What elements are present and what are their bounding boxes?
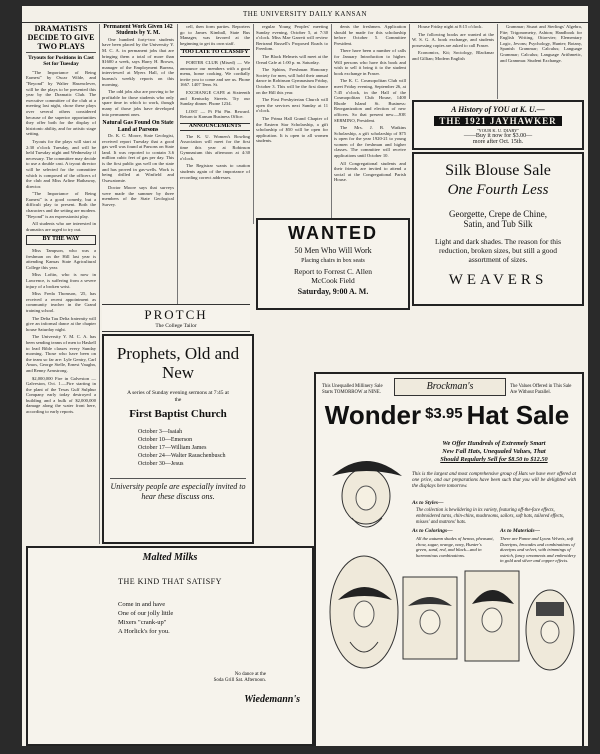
materials-title: As to Materials—	[500, 528, 541, 534]
wanted-ad	[256, 218, 410, 310]
article-paragraph: The Prima Hall Grand Chapter of the Eastern Star Scholarship, a gift scholarship of $50 will be open for application. It is open to all women students.	[256, 115, 328, 144]
wanted-line3: Report to Forrest C. Allen	[293, 267, 373, 276]
jayhawker-title: THE 1921 JAYHAWKER	[434, 116, 562, 126]
article-paragraph: The Sphinx, Freshman Honorary Society for men, will hold their annual dance in Robinson Gymnasium Friday, October 3. This will be the first dance on the Hill this year.	[256, 67, 328, 95]
hat-sale-desc: This is the largest and most comprehensive group of Hats we have ever offered at one price, and our preparations have been such that you will be delighted with the displays here tomorrow.	[412, 472, 576, 489]
column-5	[334, 24, 406, 222]
hat-sale-ad	[314, 372, 584, 746]
styles-body: The collection is bewildering in its variety, featuring off-the-face effects, embroidered turns, chin-chins, mushrooms, sailors, soft hats, tailored effects, misses' and matrons' hats.	[416, 508, 564, 525]
protch-tag: The College Tailor	[155, 323, 197, 329]
silk-subtitle: One Fourth Less	[447, 182, 549, 198]
sermon-item: October 24—Walter Rauschenbusch	[138, 453, 226, 459]
article-paragraph: The Mrs. J. B. Watkins Scholarship, a gift scholarship of $75 is open for the year 1920-21 to young women of the freshman and higher classes. The committee will receive applications until October 10.	[334, 125, 406, 159]
article-paragraph: Doctor Moore says that surveys were made the summer by three members of the State Geological Survey.	[102, 185, 174, 208]
brockmans-logo: Brockman's	[394, 378, 506, 396]
offer-line: New Fall Hats, Unequaled Values, That	[442, 448, 546, 455]
article-paragraph: Miss Tampson, who was a freshman on the Hill last year is attending Kansas State Agricultural College this year.	[26, 248, 96, 270]
malted-note2: Soda Grill Sat. Afternoon.	[213, 678, 266, 683]
hat-left-note: This Unequalled Millinery Sale Starts TOMORROW at NINE.	[322, 384, 383, 395]
wanted-line4: McCook Field	[311, 276, 355, 285]
article-paragraph: "The Importance of Being Earnest" by Oscar Wilde, and "Beyond" by Walter Hasenclever, will be the plays to be presented this year by the Dramatic Club. The executive committee of the club at a meeting last night, chose these plays over several others considered because of the superior opportunities they offer both for the display of histrionic ability, and for artistic stage setting.	[26, 69, 96, 137]
church-note: University people are especially invited to hear these discuss ons.	[110, 478, 246, 502]
hat-illustration-4	[464, 570, 520, 662]
article-paragraph: All Congregational students and their friends are invited to attend a social at the Congregational Parish House.	[334, 160, 406, 183]
column-rule	[99, 24, 100, 544]
jayhawker-ad	[412, 100, 584, 150]
silk-title: Silk Blouse Sale	[445, 162, 551, 179]
article-paragraph: One hundred forty-two students have been placed by the University Y. M. C. A. in permanent jobs that are bringing them a total of more than $1600 a week, says Harry H. Brown, manager of the Employment Bureau, interviewed at Myers Hall, of the bureau's weekly reports on this morning.	[102, 36, 174, 87]
sermon-item: October 10—Emerson	[138, 437, 193, 443]
materials-body: There are Panne and Lyons Velvets, soft Duvetyns, brocades and combinations of duvetyns and velvet, with trimmings of ostrich, fancy ornaments and embroidery in gold and silver and copper effects.	[500, 536, 576, 564]
jayhawker-line5: more after Oct. 15th.	[472, 139, 524, 145]
article-paragraph: All students who are interested in dramatics are urged to try out.	[26, 221, 96, 232]
verse-line: Mixers "crank-up"	[118, 619, 167, 626]
column-1	[26, 24, 96, 544]
article-paragraph: Miss Loftin, who is now in Lawrence, is suffering from a severe injury of a broken wrist.	[26, 272, 96, 289]
hat-sale-headline	[316, 400, 578, 431]
hat-illustration-1	[324, 436, 408, 536]
article-paragraph: Dr. K. C. Moore, State Geologist, received report Tuesday that a good gas well was found at Parsons on State land. It was reported to contain 3.6 million cubic feet of gas per day. This is the first public gas well on the state and has proved in gas-wells. Work is being drilled at Winfield and Osawatomie.	[102, 132, 174, 183]
hat-right-note: The Values Offered in This Sale Are Without Parallel.	[510, 384, 572, 395]
article-paragraph: "The Importance of Being Earnest" is a good comedy, but a difficult play to present. Both the characters and the setting are modern. "Beyond" is an expressionist play.	[26, 191, 96, 219]
permanent-work-headline: Permanent Work Given 142 Students by Y. M.	[103, 24, 173, 37]
colors-body: All the autumn shades of henna, pheasant, chow, sugar, orange, navy, Hunter's green, sand, red, and black—and in harmonious combinations.	[416, 536, 494, 558]
newspaper-page	[22, 6, 588, 746]
article-paragraph: Miss Freda Thomson, '25, has received a recent appointment as community teacher in the Grand training school.	[26, 291, 96, 313]
article-paragraph: Grammar; Stuart and Sterlings' Algebra, Fite; Trigonometry, Ashton; Handbook for English Writing, Ottavvier; Elementary Logic, Jevons; Psychology, Hunter; Botany, Spanish Grammar; Calculus; Language Grammar; Calculus; Language Arithmetic, and Grammar. Student Exchange.	[500, 24, 582, 63]
column-6	[412, 24, 494, 96]
article-paragraph: The First Presbyterian Church will open the services next Sunday at 11 o'clock.	[256, 97, 328, 114]
offer-line: We Offer Hundreds of Extremely Smart	[442, 440, 546, 447]
church-intro: A series of Sunday evening sermons at 7:45 at the	[127, 390, 229, 403]
jayhawker-line4: ——Buy it now for $3.00—	[463, 133, 533, 139]
wiedemanns-logo: Wiedemann's	[244, 694, 300, 705]
column-3	[180, 24, 250, 314]
malted-milks-ad	[26, 546, 314, 746]
classified-item: LOST — Pi Phi Pin. Reward. Return to Kansan Business Office.	[180, 108, 250, 120]
column-2	[102, 24, 174, 314]
offer-line: Should Regularly Sell for $8.50 to $12.50	[440, 456, 548, 463]
column-rule	[331, 24, 332, 224]
classified-item: PORTER CLUB (Mixed) — We announce our members with a good menu, home cooking. We cordially invite you to come and see us. Phone 1667. 1407 Tenn. St.	[180, 59, 250, 88]
wonder-text: Wonder	[324, 400, 422, 430]
dramatists-subhead: Tryouts for Positions in Cast Set for Tuesday	[28, 55, 94, 68]
wanted-line5: Saturday, 9:00 A. M.	[297, 287, 369, 296]
silk-blouse-ad	[412, 152, 584, 306]
sermon-item: October 17—William James	[138, 445, 207, 451]
hat-price: $3.95	[425, 405, 463, 422]
hat-illustration-5	[524, 588, 576, 672]
weavers-logo: WEAVERS	[448, 272, 548, 288]
hat-sale-text: Hat Sale	[466, 400, 570, 430]
church-title: Prophets, Old and New	[116, 344, 240, 382]
column-rule	[177, 24, 178, 314]
hat-illustration-2	[328, 552, 400, 672]
announcements-title: ANNOUNCEMENTS	[180, 123, 250, 131]
verse-line: A Horlick's for you.	[118, 628, 170, 635]
wanted-line1: 50 Men Who Will Work	[294, 246, 372, 255]
article-paragraph: House Friday night at 8:15 o'clock.	[418, 24, 483, 29]
column-4	[256, 24, 328, 222]
church-ad	[102, 334, 254, 544]
article-paragraph: The Delta Tau Delta fraternity will give an informal dance at the chapter house Saturday night.	[26, 315, 96, 332]
article-paragraph: Tryouts for the plays will start at 2:30 o'clock Tuesday, and will be held Tuesday night and Wednesday if necessary. The committee may decide to use a double cast. A tryout director will be selected for the committee which is composed of the officers of the club and Miss Arline Hathaway, director.	[26, 138, 96, 189]
article-paragraph: regular Young Peoples' meeting Sunday evening, October 5, at 7:30 o'clock. Miss Mae Garrett will review Bertrand Russell's Proposed Roads to Freedom.	[256, 24, 328, 52]
classify-title: TOO LATE TO CLASSIFY	[181, 49, 249, 56]
by-the-way-title: BY THE WAY	[26, 235, 96, 245]
article-paragraph: The Black Helmets will meet at the Oread Cafe at 1:00 p. m. Saturday.	[256, 53, 328, 65]
malted-title: Malted Milks	[142, 552, 198, 563]
church-name: First Baptist Church	[129, 408, 227, 420]
silk-body: Light and dark shades. The reason for this reduction, broken sizes, but still a good assortment of sizes.	[434, 237, 562, 264]
article-paragraph: There have been a number of calls for January Introduction to higher. Will persons who have this book and wish to sell it bring it to the student book exchange in Fraser.	[334, 48, 406, 76]
column-7	[500, 24, 582, 96]
jayhawker-line1: A History of YOU at K. U.—	[451, 105, 545, 114]
article-paragraph: The odd jobs also are proving to be profitable for those students who only spare time in which to work, though many of those jobs have developed into permanent ones.	[102, 89, 174, 117]
column-rule	[497, 24, 498, 99]
colors-title: As to Colorings—	[412, 528, 453, 534]
article-paragraph: Economics, Kit; Sociology, Blackmar and Gillian; Modern English	[412, 50, 494, 61]
jayhawker-line3: "YOUR K. U. DIARY"	[476, 128, 520, 133]
sermon-item: October 30—Jesus	[138, 461, 184, 467]
protch-name: PROTCH	[144, 307, 208, 322]
article-paragraph: cell, then form parties. Reporters go to James Kimball, State Bus Manager, was favored at the beginning to get its own staff.	[180, 24, 250, 46]
announcement: The K. U. Women's Bowling Association will meet for the first time this year at Robinson Gymnasium this afternoon at 4:30 o'clock.	[180, 133, 250, 161]
malted-slogan: THE KIND THAT SATISFY	[118, 577, 222, 586]
article-paragraph: dents the freshmen. Application should be made for this scholarship before October 5. Committee President.	[334, 24, 406, 46]
sermon-item: October 3—Isaiah	[138, 429, 183, 435]
article-paragraph: The University Y. M. C. A. has been sending teams of men to Haskell to lead Bible classes every Sunday morning. Those who have been on the team so far are: Lyle Gentry, Carl Amos, George Stelle, Ernest Vaughn, and Renny Armstrong.	[26, 334, 96, 373]
masthead: THE UNIVERSITY DAILY KANSAN	[22, 6, 588, 23]
silk-line2: Satin, and Tub Silk	[463, 219, 533, 229]
silk-line1: Georgette, Crepe de Chine,	[448, 209, 548, 219]
column-rule	[409, 24, 410, 99]
wanted-line2: Placing chairs in box seats	[301, 258, 365, 264]
verse-line: Come in and have	[118, 601, 166, 608]
dramatists-headline: DRAMATISTS DECIDE TO GIVE TWO PLAYS	[27, 24, 95, 51]
hat-illustration-3	[402, 576, 458, 660]
column-rule	[253, 24, 254, 224]
wanted-title: WANTED	[288, 223, 378, 243]
announcement: The Registrar wants to caution students again of the importance of recording correct addresses.	[180, 163, 250, 180]
article-paragraph: The K. C. Cosmopolitan Club will meet Friday evening, September 26, at 7:45 o'clock, in the Hall of the Cosmopolitan Club House, 1400 Rhode Island St. Business: Reorganization and election of new officers. So that present new—JOE SERMINO, President.	[334, 78, 406, 123]
verse-line: One of our jolly little	[118, 610, 174, 617]
article-paragraph: The following books are wanted at the W. S. G. A. book exchange, and students possessing copies are asked to call Fraser.	[412, 31, 494, 48]
article-paragraph: $2,000,000 Fire in Galveston — Galveston, Oct. 1.—Fire starting in the plant of the Texas Gulf Sulphur Company early today destroyed a building and a bulk of $2,000,000 damage along the water front here, according to early reports.	[26, 375, 96, 415]
malted-note1: No dance at the	[234, 672, 266, 677]
styles-title: As to Styles—	[412, 500, 444, 506]
classified-item: EXCHANGE CAFE at Sixteenth and Kentucky Streets. Try our Sunday dinner. Phone 1234.	[180, 89, 250, 107]
protch-ad	[102, 304, 250, 332]
natural-gas-headline: Natural Gas Found On State Land at Parsons	[102, 120, 174, 133]
